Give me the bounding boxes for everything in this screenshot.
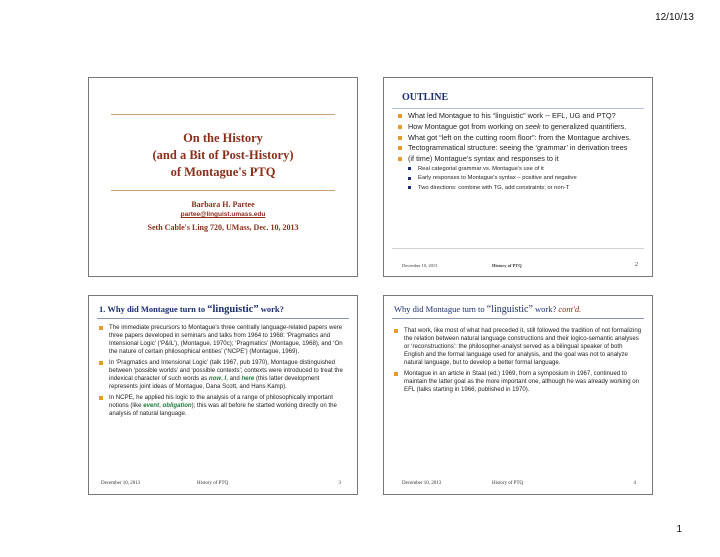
list-item: The immediate precursors to Montague's three centrally language-related papers were three papers developed in seminars and talks from 1964 to 1968: ‘Pragmatics and Intensional Logic’ (‘P&IL’), (Montague, 1970c); ‘Pragmatics’ (Montague, 1968), and ‘On the nature of certain philosophical entities’ (‘NCPE’) (Montague, 1969). [99,324,347,356]
slide-2-footer-rule [392,248,644,249]
bullet-square-icon [398,136,402,140]
slide-3-bullet-list [99,324,347,421]
slide-2-title-rule [392,108,644,109]
list-item: Montague in an article in Staal (ed.) 1969, from a symposium in 1967, continued to maintain the latter goal as the more important one, although he was already working on EFL (talks starting in 1966, published in 1970). [394,370,642,394]
header-date: 12/10/13 [655,12,694,23]
title-rule-top [111,114,335,115]
bullet-square-icon [394,372,398,376]
bullet-square-icon [398,125,402,129]
list-item: In NCPE, he applied his logic to the analysis of a range of philosophically important notions (like event, obligation); this was all before he started working directly on the analysis of natural language. [99,394,347,418]
slide-2-footer-number: 2 [635,262,638,268]
bullet-square-icon [99,326,103,330]
sub-bullet-icon [408,167,411,170]
slide-3-footer-number: 3 [338,481,341,486]
title-line-3: of Montague's PTQ [170,165,276,179]
slide-4-title-rule [392,318,644,319]
list-item: How Montague got from working on seek to generalized quantifiers. [398,122,642,132]
slide-3-title-rule [97,318,349,319]
page-number: 1 [676,524,682,535]
outline-list [398,111,642,193]
sub-list-item: Two directions: combine with TG, add constraints; or non-T [398,184,642,192]
slide-4 [383,295,653,495]
title-line-2: (and a Bit of Post-History) [152,148,294,162]
slide-4-title: Why did Montague turn to “linguistic” work? cont'd. [394,304,582,315]
author-name: Barbara H. Partee [191,200,255,209]
slide-4-footer-number: 4 [633,481,636,486]
slide-4-bullet-list [394,327,642,397]
bullet-square-icon [99,361,103,365]
sub-list-item: Real categorial grammar vs. Montague's use of it [398,165,642,173]
author-email-link[interactable]: partee@linguist.umass.edu [180,211,266,218]
sub-bullet-icon [408,186,411,189]
slide-2-title: OUTLINE [402,92,449,103]
slide-2-footer-title: History of PTQ [492,263,522,268]
slide-1-title [88,77,358,277]
slide-3-footer-date: December 10, 2013 [101,481,141,486]
list-item: What led Montague to his “linguistic” work -- EFL, UG and PTQ? [398,111,642,121]
list-item: Tectogrammatical structure: seeing the ‘grammar’ in derivation trees [398,143,642,153]
slide-4-footer-date: December 10, 2013 [402,481,442,486]
slide-3-footer-title: History of PTQ [197,481,229,486]
list-item: That work, like most of what had preceded it, still followed the tradition of not formalizing the relation between natural language constructions and their logico-semantic analyses or ‘reconstructions’: the philosopher-analyst served as a bilingual speaker of both English and the formal language used for analysis, and the goal was not to analyze natural language, but to develop a better formal language. [394,327,642,367]
slide-4-footer-title: History of PTQ [492,481,524,486]
sub-list-item: Early responses to Montague's syntax – positive and negative [398,174,642,182]
bullet-square-icon [99,396,103,400]
list-item: In ‘Pragmatics and Intensional Logic’ (talk 1967, pub 1970), Montague distinguished between ‘possible worlds’ and ‘possible contexts’; contexts were introduced to treat the indexical character of such words as now, I, and here (this latter development represents joint ideas of Montague, Dana Scott, and Hans Kamp). [99,359,347,391]
slide-2-footer-date: December 10, 2013 [402,263,438,268]
title-line-1: On the History [183,131,263,145]
bullet-square-icon [398,114,402,118]
bullet-square-icon [398,157,402,161]
slide-2-outline [383,77,653,277]
list-item: (if time) Montague's syntax and responses to it [398,154,642,164]
slide-3 [88,295,358,495]
sub-bullet-icon [408,177,411,180]
list-item: What got “left on the cutting room floor”: from the Montague archives. [398,133,642,143]
bullet-square-icon [398,146,402,150]
venue-line: Seth Cable's Ling 720, UMass, Dec. 10, 2013 [147,223,299,232]
bullet-square-icon [394,329,398,333]
slide-3-title: 1. Why did Montague turn to “linguistic” work? [99,304,284,315]
title-rule-bottom [111,190,335,191]
